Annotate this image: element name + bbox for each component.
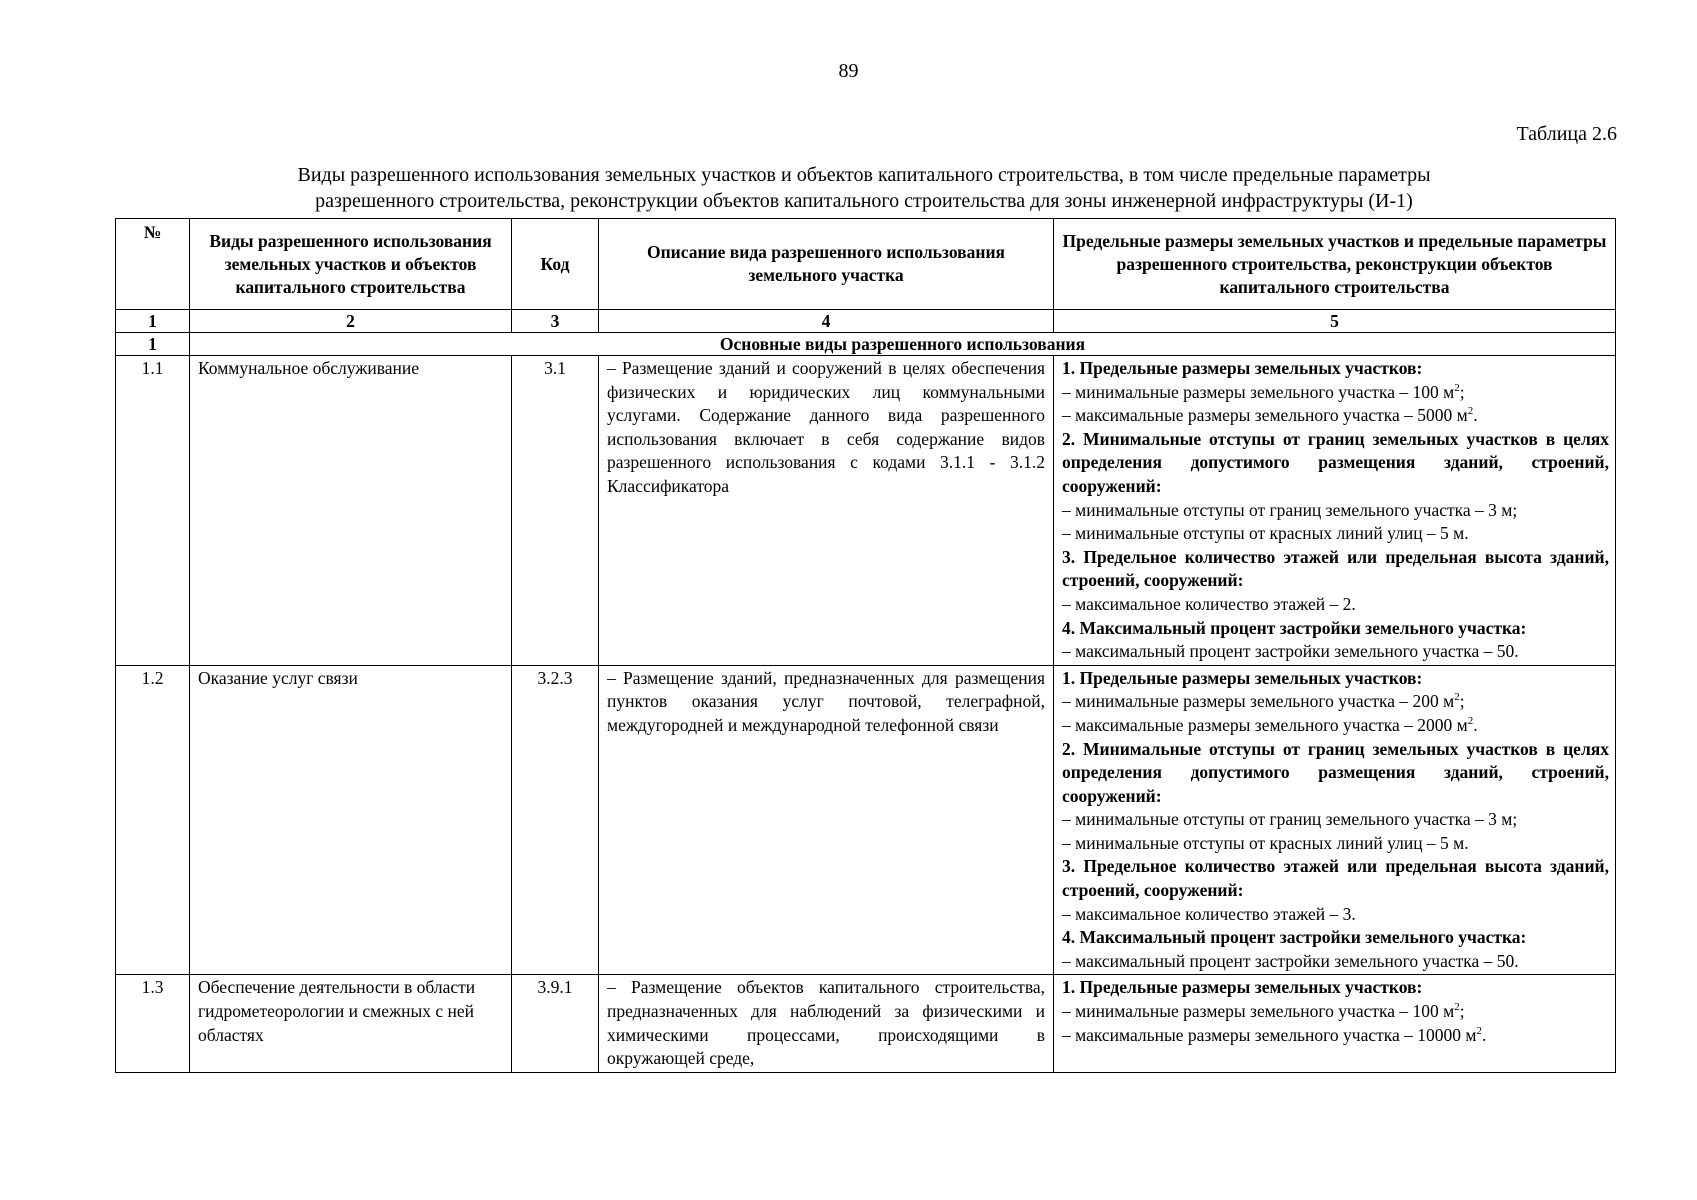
table-title-line-2: разрешенного строительства, реконструкции объектов капитального строительства для зоны инженерной инфраструктуры (И-1) — [315, 190, 1413, 212]
row-num: 1.1 — [116, 356, 190, 666]
table-title — [116, 162, 1612, 214]
row-code: 3.2.3 — [512, 665, 599, 975]
param-line: – минимальные отступы от красных линий улиц – 5 м. — [1062, 832, 1469, 853]
param-line: – максимальный процент застройки земельного участка – 50. — [1062, 950, 1519, 971]
header-type: Виды разрешенного использования земельных участков и объектов капитального строительства — [190, 219, 512, 310]
col-number: 2 — [190, 310, 512, 333]
param-line: – минимальные размеры земельного участка – 100 $м^2$; — [1062, 1001, 1465, 1022]
param-heading: 2. Минимальные отступы от границ земельных участков в целях определения допустимого размещения зданий, строений, сооружений: — [1062, 428, 1609, 496]
row-desc: – Размещение зданий и сооружений в целях обеспечения физических и юридических лиц коммунальными услугами. Содержание данного вида разрешенного использования включает в себя содержание видов разрешенного использования с кодами 3.1.1 - 3.1.2 Классификатора — [599, 356, 1054, 666]
param-heading: 1. Предельные размеры земельных участков: — [1062, 358, 1423, 378]
param-line: – максимальные размеры земельного участка – 10000 $м^2$. — [1062, 1024, 1487, 1045]
row-params — [1054, 356, 1616, 666]
column-numbers-row — [116, 310, 1616, 333]
section-num: 1 — [116, 333, 190, 356]
row-num: 1.2 — [116, 665, 190, 975]
col-number: 1 — [116, 310, 190, 333]
param-line: – минимальные размеры земельного участка – 200 $м^2$; — [1062, 691, 1465, 712]
row-params — [1054, 665, 1616, 975]
param-heading: 4. Максимальный процент застройки земельного участка: — [1062, 617, 1527, 638]
param-heading: 3. Предельное количество этажей или предельная высота зданий, строений, сооружений: — [1062, 546, 1609, 591]
param-line: – максимальное количество этажей – 2. — [1062, 593, 1356, 614]
table-row — [116, 356, 1616, 666]
section-title: Основные виды разрешенного использования — [190, 333, 1616, 356]
row-code: 3.1 — [512, 356, 599, 666]
header-row — [116, 219, 1616, 310]
header-code: Код — [512, 219, 599, 310]
row-desc: – Размещение зданий, предназначенных для размещения пунктов оказания услуг почтовой, телеграфной, междугородней и международной телефонной связи — [599, 665, 1054, 975]
header-desc: Описание вида разрешенного использования земельного участка — [599, 219, 1054, 310]
page-number: 89 — [838, 60, 859, 82]
param-line: – максимальное количество этажей – 3. — [1062, 903, 1356, 924]
table-row — [116, 975, 1616, 1072]
param-line: – минимальные отступы от границ земельного участка – 3 м; — [1062, 499, 1518, 520]
param-heading: 2. Минимальные отступы от границ земельных участков в целях определения допустимого размещения зданий, строений, сооружений: — [1062, 738, 1609, 806]
table-label: Таблица 2.6 — [1516, 123, 1617, 145]
param-line: – минимальные размеры земельного участка – 100 $м^2$; — [1062, 381, 1465, 402]
row-params — [1054, 975, 1616, 1072]
col-number: 5 — [1054, 310, 1616, 333]
row-num: 1.3 — [116, 975, 190, 1072]
col-number: 3 — [512, 310, 599, 333]
header-num: № — [116, 219, 190, 310]
param-heading: 3. Предельное количество этажей или предельная высота зданий, строений, сооружений: — [1062, 856, 1609, 901]
param-line: – максимальные размеры земельного участка – 2000 $м^2$. — [1062, 714, 1478, 735]
row-type: Оказание услуг связи — [190, 665, 512, 975]
row-type: Коммунальное обслуживание — [190, 356, 512, 666]
param-line: – максимальный процент застройки земельного участка – 50. — [1062, 641, 1519, 662]
row-code: 3.9.1 — [512, 975, 599, 1072]
param-line: – минимальные отступы от красных линий улиц – 5 м. — [1062, 523, 1469, 544]
param-line: – максимальные размеры земельного участка – 5000 $м^2$. — [1062, 405, 1478, 426]
table-title-line-1: Виды разрешенного использования земельных участков и объектов капитального строительства, в том числе предельные параметры — [297, 164, 1431, 186]
param-heading: 1. Предельные размеры земельных участков: — [1062, 667, 1423, 688]
land-use-table — [115, 218, 1616, 1073]
row-type: Обеспечение деятельности в области гидрометеорологии и смежных с ней областях — [190, 975, 512, 1072]
row-desc: – Размещение объектов капитального строительства, предназначенных для наблюдений за физическими и химическими процессами, происходящими в окружающей среде, — [599, 975, 1054, 1072]
section-row — [116, 333, 1616, 356]
param-line: – минимальные отступы от границ земельного участка – 3 м; — [1062, 809, 1518, 830]
param-heading: 1. Предельные размеры земельных участков: — [1062, 977, 1423, 998]
col-number: 4 — [599, 310, 1054, 333]
table-row — [116, 665, 1616, 975]
param-heading: 4. Максимальный процент застройки земельного участка: — [1062, 927, 1527, 948]
header-params: Предельные размеры земельных участков и предельные параметры разрешенного строительства, реконструкции объектов капитального строительства — [1054, 219, 1616, 310]
